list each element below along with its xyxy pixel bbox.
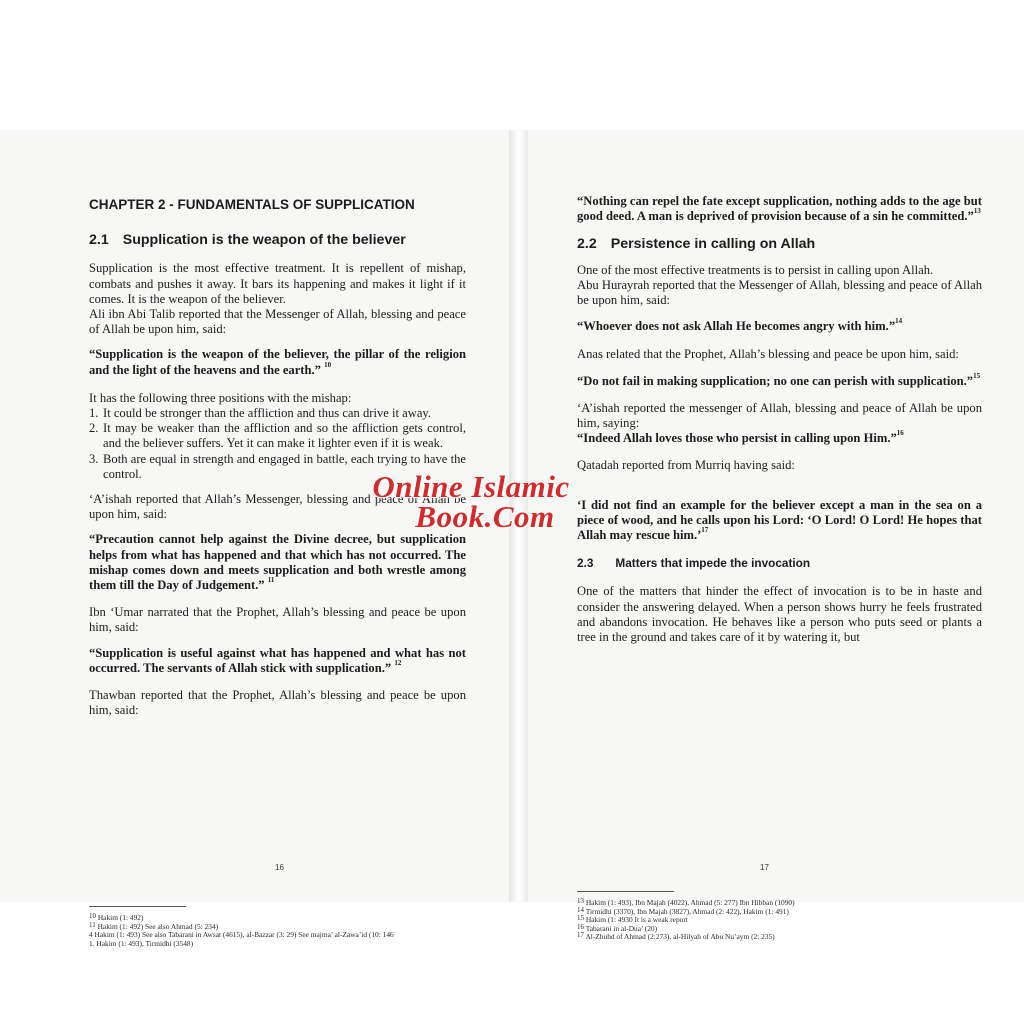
list-item: 1. It could be stronger than the affliction and thus can drive it away. <box>89 406 432 421</box>
hadith-quote: “Precaution cannot help against the Divine decree, but supplication helps from what has happened and that which has not occurred. The mishap comes down and meets supplication and both wrestle among them till the Day of Judgement.” $^{11}$ <box>89 532 466 593</box>
paragraph: Ali ibn Abi Talib reported that the Messenger of Allah, blessing and peace of Allah be upon him, said: <box>89 307 466 337</box>
watermark-line: Book.Com <box>415 499 555 534</box>
footnote-ref: 13 <box>973 207 981 216</box>
paragraph: ‘A’ishah reported that Allah’s Messenger, blessing and peace of Allah be upon him, said: <box>89 492 466 522</box>
right-page <box>528 130 1024 942</box>
footnote: 1. Hakim (1: 493), Tirmidhi (3548) <box>89 938 194 948</box>
footnote-ref: 12 <box>394 658 402 667</box>
footnote: 4 Hakim (1: 493) See also Tabarani in Awsat (4615), al-Bazzar (3: 29) See majma’ al-Zawa’id (10: 146 <box>89 930 394 940</box>
watermark-logo <box>371 469 571 534</box>
paragraph: Qatadah reported from Murriq having said: <box>577 458 795 473</box>
paragraph: Anas related that the Prophet, Allah’s blessing and peace be upon him, said: <box>577 347 959 362</box>
footnote: $^{11}$ Hakim (1: 492) See also Ahmad (5: 234) <box>89 920 219 931</box>
hadith-quote: “Supplication is useful against what has happened and what has not occurred. The servants of Allah stick with supplication.” $^{12}$ <box>89 645 466 675</box>
paragraph: Thawban reported that the Prophet, Allah’s blessing and peace be upon him, said: <box>89 688 466 718</box>
footnote-divider <box>89 906 186 907</box>
section-heading-2-2 <box>577 237 982 252</box>
footnote: $^{15}$ Hakim (1: 4930 It is a weak report <box>577 914 688 925</box>
paragraph: One of the most effective treatments is to persist in calling upon Allah. <box>577 262 934 277</box>
paragraph: Supplication is the most effective treatment. It is repellent of mishap, combats and pushes it away. It bars its happening and makes it light if it comes. It is the weapon of the believer. <box>89 261 466 306</box>
footnotes <box>89 906 466 948</box>
paragraph: ‘A’ishah reported the messenger of Allah, blessing and peace of Allah be upon him, saying: <box>577 400 982 431</box>
hadith-quote: “Whoever does not ask Allah He becomes angry with him.”$^{14}$ <box>577 317 903 334</box>
hadith-quote: ‘I did not find an example for the believer except a man in the sea on a piece of wood, and he calls upon his Lord: ‘O Lord! O Lord! He hopes that Allah may rescue him.’$^{17}$ <box>577 497 982 543</box>
footnote: $^{10}$ Hakim (1: 492) <box>89 912 144 922</box>
section-title: Matters that impede the invocation <box>615 556 811 571</box>
list-item: 2. It may be weaker than the affliction and so the affliction gets control, and the believer suffers. Yet it can make it lighter even if it is weak. <box>89 421 466 451</box>
right-page-body <box>577 194 982 645</box>
page-number: 17 <box>760 863 769 872</box>
section-title: Persistence in calling on Allah <box>610 236 816 253</box>
list-item: 3. Both are equal in strength and engaged in battle, each trying to have the control. <box>89 451 466 481</box>
hadith-quote: “Indeed Allah loves those who persist in calling upon Him.”$^{16}$ <box>577 429 904 446</box>
paragraph: One of the matters that hinder the effect of invocation is to be in haste and consider the answering delayed. When a person shows hurry he feels frustrated and abandons invocation. He behaves like a person who puts seed or plants a tree in the ground and takes care of it by watering it, but <box>577 584 982 645</box>
page-number: 16 <box>275 863 284 872</box>
left-page-body <box>89 197 466 718</box>
footnote-ref: 11 <box>267 576 275 585</box>
footnote-ref: 14 <box>895 317 903 326</box>
chapter-title: CHAPTER 2 - FUNDAMENTALS OF SUPPLICATION <box>89 197 415 212</box>
section-heading-2-1 <box>89 233 466 248</box>
footnote-ref: 15 <box>973 371 981 380</box>
footnote-ref: 16 <box>896 429 904 438</box>
footnote-divider <box>577 891 674 892</box>
watermark-line: Online Islamic <box>372 469 570 504</box>
footnote: $^{17}$ Al-Zhuhd of Ahmad (2:273), al-Hilyah of Abu Nu’aym (2: 235) <box>577 931 775 942</box>
footnote-ref: 17 <box>701 526 709 535</box>
section-heading-2-3 <box>577 556 982 571</box>
hadith-quote: “Supplication is the weapon of the believer, the pillar of the religion and the light of the heavens and the earth.” $^{10}$ <box>89 347 466 377</box>
paragraph: It has the following three positions with the mishap: <box>89 390 352 405</box>
section-number: 2.3 <box>577 556 594 571</box>
footnotes <box>577 891 982 942</box>
section-title: Supplication is the weapon of the believer <box>122 232 406 249</box>
paragraph: Ibn ‘Umar narrated that the Prophet, Allah’s blessing and peace be upon him, said: <box>89 605 466 635</box>
footnote: $^{13}$ Hakim (1: 493), Ibn Majah (4022), Ahmad (5: 277) Ibn Hibban (1090) <box>577 897 795 907</box>
section-number: 2.2 <box>577 236 597 253</box>
hadith-quote: “Do not fail in making supplication; no one can perish with supplication.”$^{15}$ <box>577 371 981 388</box>
footnote: $^{16}$ Tabarani in al-Dua’ (20) <box>577 922 658 933</box>
footnote: $^{14}$ Tirmidhi (3370), Ibn Majah (3827), Ahmad (2: 422), Hakim (1: 491) <box>577 905 789 916</box>
hadith-quote: “Nothing can repel the fate except supplication, nothing adds to the age but good deed. A man is deprived of provision because of a sin he committed.”$^{13}$ <box>577 194 982 224</box>
paragraph: Abu Hurayrah reported that the Messenger of Allah, blessing and peace of Allah be upon him, said: <box>577 277 982 308</box>
footnote-ref: 10 <box>324 360 332 369</box>
section-number: 2.1 <box>89 232 109 249</box>
